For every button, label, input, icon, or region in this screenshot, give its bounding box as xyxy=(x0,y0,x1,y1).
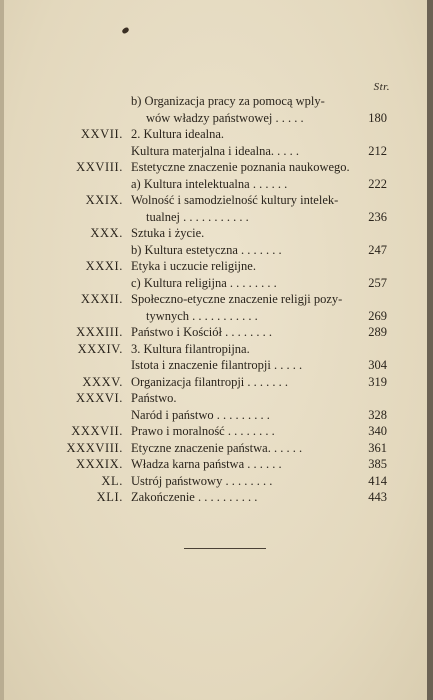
toc-row xyxy=(0,374,433,391)
toc-row xyxy=(0,93,433,110)
toc-row xyxy=(0,440,433,457)
toc-row xyxy=(0,341,433,358)
chapter-title: Wolność i samodzielność kultury intelek- xyxy=(131,193,339,207)
chapter-title: Naród i państwo . . . . . . . . . xyxy=(131,407,270,422)
chapter-title: Prawo i moralność . . . . . . . . xyxy=(131,424,275,438)
chapter-number: XXXVIII. xyxy=(66,440,123,455)
page-number: 247 xyxy=(368,242,387,257)
page-number: 304 xyxy=(368,358,387,372)
chapter-title: 2. Kultura idealna. xyxy=(131,127,225,141)
page-number: 361 xyxy=(368,440,387,455)
toc-row xyxy=(0,126,433,143)
page-number: 289 xyxy=(368,325,387,339)
page-number: 319 xyxy=(368,374,387,389)
toc-row xyxy=(0,308,433,325)
chapter-title: b) Kultura estetyczna . . . . . . . xyxy=(131,242,282,257)
toc-row xyxy=(0,225,433,242)
chapter-title: Społeczno-etyczne znaczenie religji pozy- xyxy=(131,292,343,306)
toc-row xyxy=(0,357,433,374)
chapter-title: Kultura materjalna i idealna. . . . . xyxy=(131,143,299,158)
toc-row xyxy=(0,390,433,407)
toc-row xyxy=(0,110,433,127)
chapter-title: Etyczne znaczenie państwa. . . . . . xyxy=(131,440,303,455)
table-of-contents xyxy=(0,93,433,506)
toc-row xyxy=(0,192,433,209)
chapter-number: XLI. xyxy=(96,490,123,504)
toc-row xyxy=(0,258,433,275)
page-number: 340 xyxy=(368,424,387,438)
page-column-label: Str. xyxy=(373,81,390,93)
page-number: 257 xyxy=(368,275,387,290)
toc-row xyxy=(0,423,433,440)
chapter-title: Etyka i uczucie religijne. xyxy=(131,259,256,273)
toc-row xyxy=(0,242,433,259)
toc-row xyxy=(0,489,433,506)
page-number: 236 xyxy=(368,209,387,224)
chapter-number: XXXIV. xyxy=(77,341,123,356)
toc-row xyxy=(0,291,433,308)
chapter-title: tualnej . . . . . . . . . . . xyxy=(146,209,249,224)
chapter-title: Zakończenie . . . . . . . . . . xyxy=(131,490,258,504)
chapter-title: Sztuka i życie. xyxy=(131,226,205,240)
chapter-number: XXXV. xyxy=(82,374,123,389)
chapter-title: Państwo i Kościół . . . . . . . . xyxy=(131,325,272,339)
page-number: 212 xyxy=(368,143,387,158)
chapter-title: Istota i znaczenie filantropji . . . . . xyxy=(131,358,303,372)
chapter-number: XXX. xyxy=(90,226,123,240)
chapter-number: XXXIX. xyxy=(76,457,123,471)
page-number: 414 xyxy=(368,473,387,488)
toc-row xyxy=(0,159,433,176)
toc-row xyxy=(0,456,433,473)
chapter-title: Estetyczne znaczenie poznania naukowego. xyxy=(131,160,350,174)
chapter-number: XXVIII. xyxy=(76,160,123,174)
chapter-number: XXIX. xyxy=(85,193,123,207)
chapter-number: XXXVI. xyxy=(76,391,123,405)
chapter-title: a) Kultura intelektualna . . . . . . xyxy=(131,176,288,191)
chapter-title: wów władzy państwowej . . . . . xyxy=(146,110,304,125)
chapter-title: Ustrój państwowy . . . . . . . . xyxy=(131,473,273,488)
page-number: 385 xyxy=(368,457,387,471)
ink-blot xyxy=(121,27,130,35)
page-number: 328 xyxy=(368,407,387,422)
chapter-number: XXXIII. xyxy=(76,325,123,339)
toc-row xyxy=(0,275,433,292)
toc-row xyxy=(0,473,433,490)
chapter-title: Organizacja filantropji . . . . . . . xyxy=(131,374,289,389)
chapter-title: 3. Kultura filantropijna. xyxy=(131,341,250,356)
chapter-number: XXXII. xyxy=(80,292,123,306)
page-number: 222 xyxy=(368,176,387,191)
page-number: 180 xyxy=(368,110,387,125)
closing-rule xyxy=(184,548,266,549)
toc-row xyxy=(0,407,433,424)
chapter-title: tywnych . . . . . . . . . . . xyxy=(146,308,258,323)
toc-row xyxy=(0,324,433,341)
chapter-title: Państwo. xyxy=(131,391,177,405)
chapter-title: b) Organizacja pracy za pomocą wply- xyxy=(131,94,325,108)
chapter-number: XXVII. xyxy=(80,127,123,141)
page-number: 443 xyxy=(368,490,387,504)
chapter-title: c) Kultura religijna . . . . . . . . xyxy=(131,275,277,290)
chapter-number: XXXVII. xyxy=(71,424,123,438)
chapter-number: XL. xyxy=(101,473,123,488)
toc-row xyxy=(0,176,433,193)
toc-row xyxy=(0,209,433,226)
toc-row xyxy=(0,143,433,160)
page-number: 269 xyxy=(368,308,387,323)
chapter-title: Władza karna państwa . . . . . . xyxy=(131,457,282,471)
chapter-number: XXXI. xyxy=(85,259,123,273)
